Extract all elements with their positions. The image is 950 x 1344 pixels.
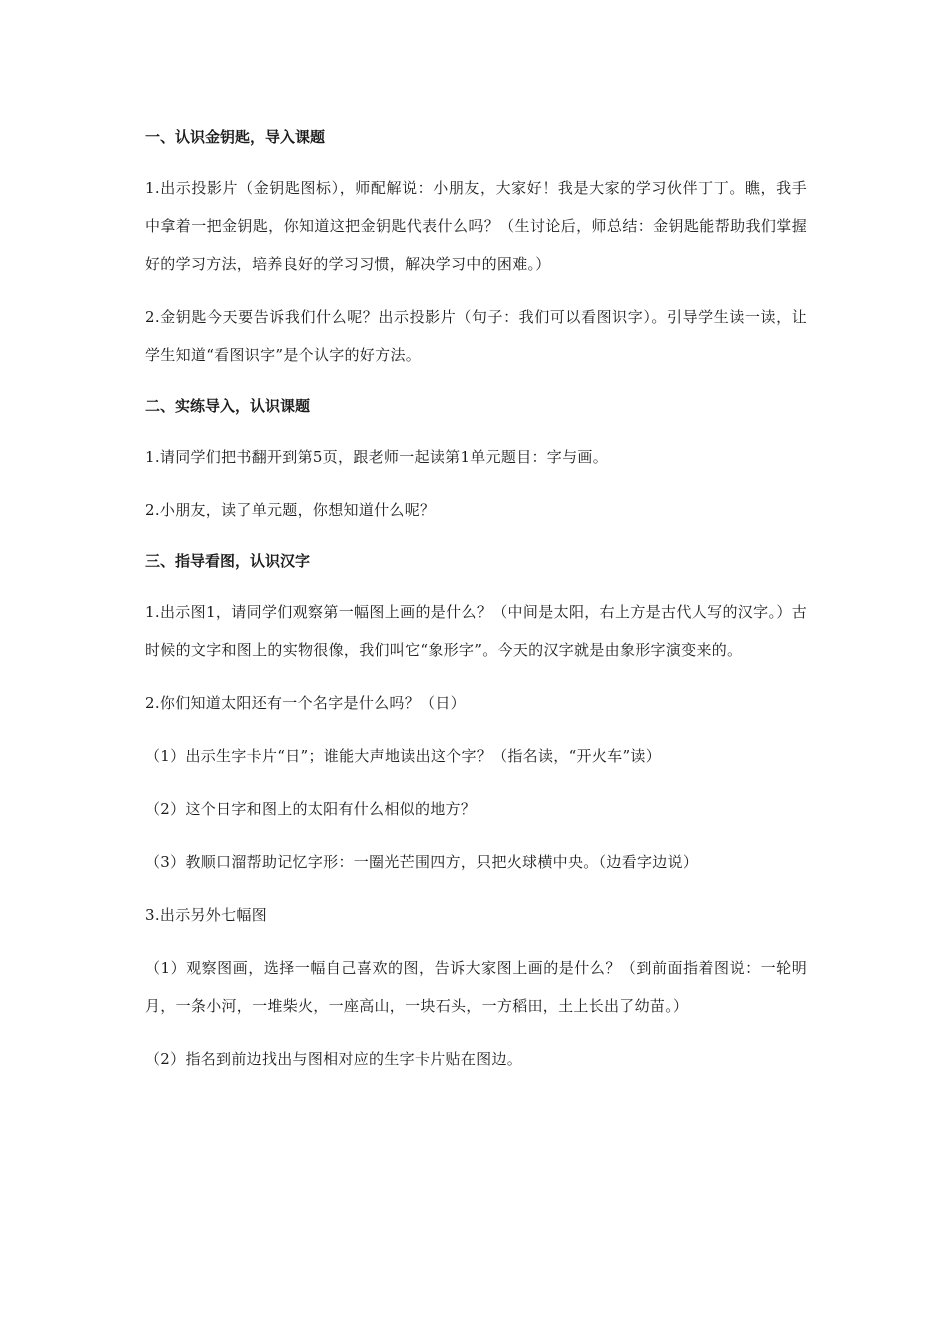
paragraph: 1.请同学们把书翻开到第5页，跟老师一起读第1单元题目：字与画。: [145, 448, 609, 466]
paragraph: 1.出示图1，请同学们观察第一幅图上画的是什么？（中间是太阳，右上方是古代人写的汉字。）古时候的文字和图上的实物很像，我们叫它“象形字”。今天的汉字就是由象形字演变来的。: [145, 603, 807, 659]
paragraph: （1）出示生字卡片“日”；谁能大声地读出这个字？（指名读，“开火车”读）: [145, 747, 662, 765]
paragraph: 2.金钥匙今天要告诉我们什么呢？出示投影片（句子：我们可以看图识字）。引导学生读一读，让学生知道“看图识字”是个认字的好方法。: [145, 308, 807, 364]
paragraph: 1.出示投影片（金钥匙图标），师配解说：小朋友，大家好！我是大家的学习伙伴丁丁。瞧，我手中拿着一把金钥匙，你知道这把金钥匙代表什么吗？（生讨论后，师总结：金钥匙能帮助我们掌握好的学习方法，培养良好的学习习惯，解决学习中的困难。）: [145, 179, 807, 273]
paragraph: 2.小朋友，读了单元题，你想知道什么呢？: [145, 501, 436, 519]
paragraph: （3）教顺口溜帮助记忆字形：一圈光芒围四方，只把火球横中央。（边看字边说）: [145, 853, 699, 871]
section-heading-1: 一、认识金钥匙，导入课题: [145, 128, 326, 146]
paragraph: （2）这个日字和图上的太阳有什么相似的地方？: [145, 800, 477, 818]
paragraph: 2.你们知道太阳还有一个名字是什么吗？（日）: [145, 694, 466, 712]
paragraph: 3.出示另外七幅图: [145, 906, 268, 924]
section-heading-2: 二、实练导入，认识课题: [145, 397, 311, 415]
paragraph: （1）观察图画，选择一幅自己喜欢的图，告诉大家图上画的是什么？（到前面指着图说：一轮明月，一条小河，一堆柴火，一座高山，一块石头，一方稻田，土上长出了幼苗。）: [145, 959, 807, 1015]
section-heading-3: 三、指导看图，认识汉字: [145, 552, 311, 570]
document-body: [145, 126, 807, 1099]
paragraph: （2）指名到前边找出与图相对应的生字卡片贴在图边。: [145, 1050, 523, 1068]
